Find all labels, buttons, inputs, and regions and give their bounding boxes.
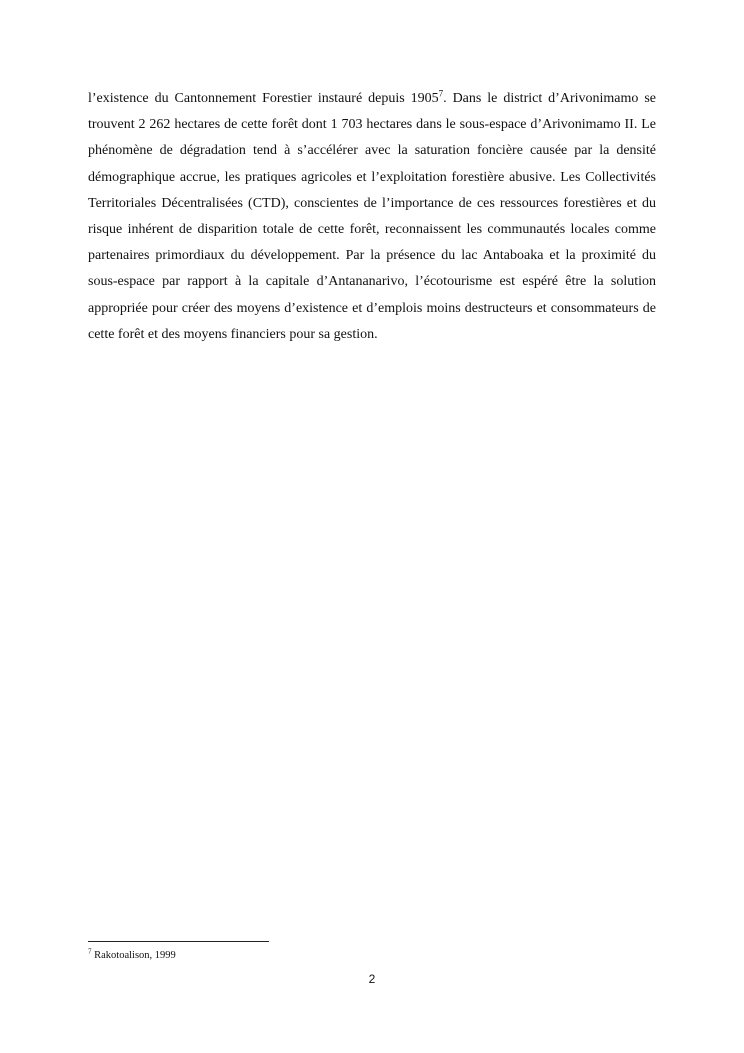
paragraph-text-rest: . Dans le district d’Arivonimamo se trouvent 2 262 hectares de cette forêt dont 1 703 hectares dans le sous-espace d’Arivonimamo II. Le phénomène de dégradation tend à s’accélérer avec la saturation foncière causée par la densité démographique accrue, les pratiques agricoles et l’exploitation forestière abusive. Les Collectivités Territoriales Décentralisées (CTD), conscientes de l’importance de ces ressources forestières et du risque inhérent de disparition totale de cette forêt, reconnaissent les communautés locales comme partenaires primordiaux du développement. Par la présence du lac Antaboaka et la proximité du sous-espace par rapport à la capitale d’Antananarivo, l’écotourisme est espéré être la solution appropriée pour créer des moyens d’existence et d’emplois moins destructeurs et consommateurs de cette forêt et des moyens financiers pour sa gestion. [88, 91, 656, 342]
footnote-reference[interactable]: 7 [438, 88, 444, 99]
footnote-mark: 7 [88, 947, 92, 956]
page-number: 2 [368, 972, 376, 986]
footnote-separator [88, 941, 269, 942]
paragraph-text-start: l’existence du Cantonnement Forestier instauré depuis 1905 [88, 91, 439, 106]
footnote [88, 949, 176, 962]
body-paragraph [88, 86, 656, 348]
footnote-text: Rakotoalison, 1999 [91, 950, 176, 961]
